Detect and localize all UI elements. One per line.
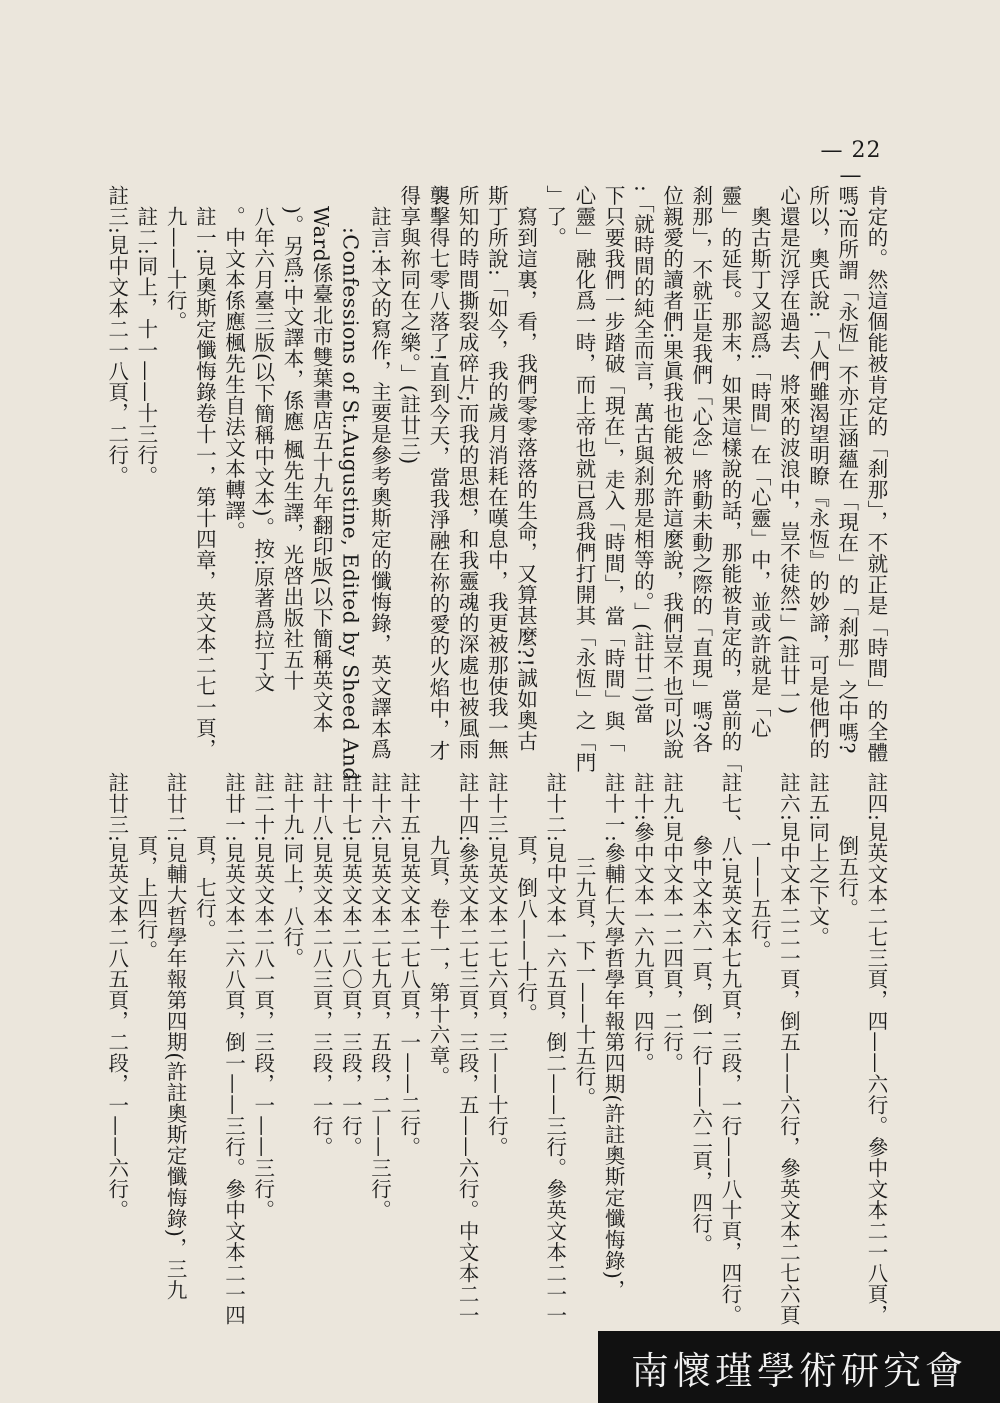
page-number: — 22 —: [820, 138, 882, 188]
text-column: 刹那」，不就正是我們「心念」將動未動之際的「直現」嗎?各: [688, 185, 713, 754]
text-column: 註十三:見英文本二七六頁，三——十行。: [484, 772, 509, 1158]
text-column: 註十二:見中文本一六五頁，倒二——三行。參英文本二一一: [542, 772, 567, 1326]
text-column: 九——十行。: [163, 206, 188, 332]
text-column: 註九:見中文本一二四頁，二行。: [659, 772, 684, 1074]
text-column: :Confessions of St.Augustine, Edited by Sheed And: [338, 227, 363, 781]
text-column: 註十九:同上，八行。: [279, 772, 304, 969]
text-column: 斯丁所說:「如今，我的歲月消耗在嘆息中，我更被那使我一無: [484, 185, 509, 760]
publisher-seal: 南懷瑾學術研究會: [598, 1331, 1000, 1403]
text-column: 註廿二:見輔大哲學年報第四期(許註奧斯定懺悔錄)，三九: [163, 772, 188, 1301]
text-column: 得享與祢同在之樂。」(註廿三): [396, 185, 421, 465]
text-column: 註十六:見英文本二七九頁，五段，二——三行。: [367, 772, 392, 1221]
text-column: 註一:見奧斯定懺悔錄卷十一，第十四章，英文本二七一頁，: [192, 206, 217, 760]
text-column: 。中文本係應楓先生自法文本轉譯。: [221, 206, 246, 542]
text-column: 參中文本六一頁，倒一行——六二頁，四行。: [688, 835, 713, 1255]
text-column: 靈」的延長。那末，如果這樣說的話，那能被肯定的，當前的「: [717, 185, 742, 773]
text-column: 註廿一:見英文本二六八頁，倒一——三行。參中文本二一四: [221, 772, 246, 1326]
text-column: 寫到這裏，看，我們零零落落的生命，又算甚麼?!誠如奧古: [513, 206, 538, 752]
text-column: 所知的時間撕裂成碎片;而我的思想，和我靈魂的深處也被風雨: [455, 185, 480, 760]
text-column: 八年六月臺三版(以下簡稱中文本)。按:原著爲拉丁文: [250, 206, 275, 693]
text-column: 註六:見中文本二二一頁，倒五——六行，參英文本二七六頁: [776, 772, 801, 1326]
text-column: 所以，奧氏說:「人們雖渴望明瞭『永恆』的妙諦，可是他們的: [805, 185, 830, 760]
text-column: 嗎?而所謂「永恆」不亦正涵蘊在「現在」的「刹那」之中嗎?: [834, 185, 859, 754]
text-column: 註五:同上之下文。: [805, 772, 830, 948]
text-column: 頁，倒八——十行。: [513, 835, 538, 1024]
footnotes-lower: [104, 772, 890, 1392]
text-column: 九頁，卷十一，第十六章。: [425, 835, 450, 1087]
text-column: 註十七:見英文本二八〇頁，三段，一行。: [338, 772, 363, 1158]
text-column: Ward係臺北市雙葉書店五十九年翻印版(以下簡稱英文本: [309, 206, 334, 733]
text-column: 三九頁，下一——十五行。: [571, 856, 596, 1108]
text-column: 心還是沉浮在過去、將來的波浪中，豈不徒然!」(註廿一): [776, 185, 801, 715]
text-column: 註二:同上，十一——十三行。: [133, 206, 158, 487]
text-column: )。另爲:中文譯本，係應 楓先生譯，光啓出版社五十: [279, 206, 304, 691]
text-column: 頁，七行。: [192, 835, 217, 940]
text-column: 心靈」融化爲一時，而上帝也就已爲我們打開其「永恆」之「門: [571, 185, 596, 773]
text-column: 襲擊得七零八落了!直到今天，當我淨融在祢的愛的火焰中，才: [425, 185, 450, 761]
text-column: 肯定的。然這個能被肯定的「刹那」，不就正是「時間」的全體: [864, 185, 888, 763]
text-column: 註十八:見英文本二八三頁，三段，一行。: [309, 772, 334, 1158]
text-column: :「就時間的純全而言，萬古與刹那是相等的。」(註廿二)當: [630, 185, 655, 725]
text-column: 位親愛的讀者們:果眞我也能被允許這麼說，我們豈不也可以說: [659, 185, 684, 760]
text-column: 註廿三:見英文本二八五頁，二段，一——六行。: [104, 772, 129, 1221]
text-column: 註言:本文的寫作，主要是參考奧斯定的懺悔錄，英文譯本爲: [367, 206, 392, 760]
text-column: 註七、八:見英文本七九頁，三段，一行——八十頁，四行。: [717, 772, 742, 1326]
body-text-upper: [104, 185, 890, 781]
text-column: 註十:參中文本一六九頁，四行。: [630, 772, 655, 1074]
text-column: 一——五行。: [747, 835, 772, 961]
text-column: 奧古斯丁又認爲:「時間」在「心靈」中，並或許就是「心: [747, 206, 772, 739]
text-column: 下只要我們一步踏破「現在」，走入「時間」，當「時間」與「: [601, 185, 626, 753]
text-column: 註四:見英文本二七三頁，四——六行。參中文本二一八頁，: [864, 772, 888, 1326]
text-column: 註三:見中文本二一八頁，二行。: [104, 185, 129, 487]
text-column: 頁，上四行。: [133, 835, 158, 961]
text-column: 註十五:見英文本二七八頁，一——二行。: [396, 772, 421, 1158]
text-column: 」了。: [542, 185, 567, 248]
text-column: 註十四:參英文本二七三頁，三段，五——六行。中文本二一: [455, 772, 480, 1326]
text-column: 註十一:參輔仁大學哲學年報第四期(許註奧斯定懺悔錄)，: [601, 772, 626, 1301]
text-column: 註二十:見英文本二八一頁，三段，一——三行。: [250, 772, 275, 1221]
text-column: 倒五行。: [834, 835, 859, 919]
